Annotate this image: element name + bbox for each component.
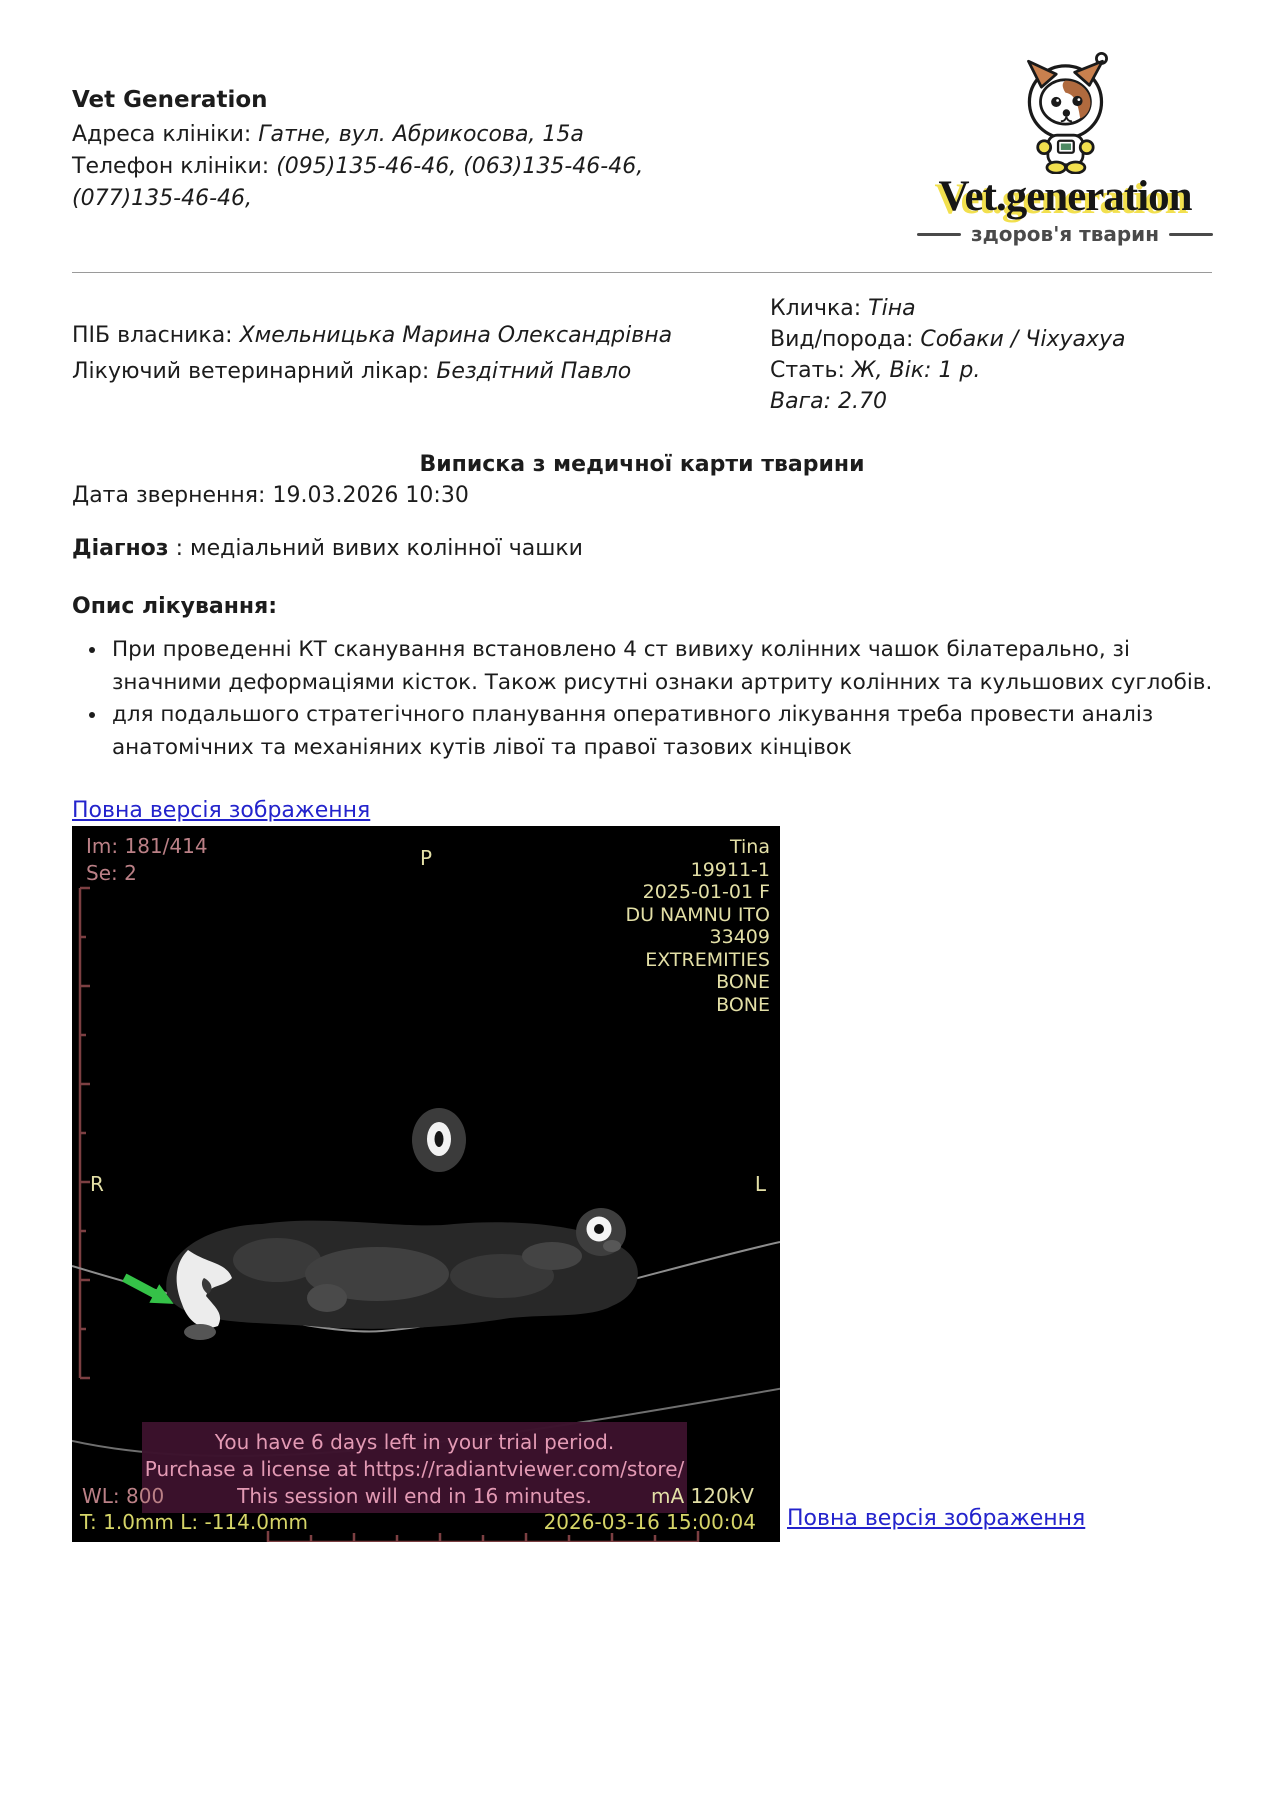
nickname-value: Тіна [868,296,916,321]
logo-tagline [912,222,1218,246]
study-description: EXTREMITIES [645,948,770,971]
treatment-bullet-2: • для подальшого стратегічного планування оперативного лікування треба провести аналіз анатомічних та механіяних кутів лівої та правої тазових кінцівок [108,699,1234,764]
page-title: Виписка з медичної карти тварини [419,452,865,477]
phone-label: Телефон клініки: [72,154,270,179]
nickname-label: Кличка: [770,296,862,321]
tagline-dash-left [917,233,961,236]
visit-date-label: Дата звернення: [72,483,266,508]
limb-cross-section [576,1208,626,1256]
doctor-value: Бездітний Павло [436,359,632,384]
pet-sex-age-line [770,355,1125,386]
trial-line-3: This session will end in 16 minutes. [237,1484,592,1508]
address-value: Гатне, вул. Абрикосова, 15а [258,122,584,147]
header-divider [72,272,1212,273]
trial-line-2: Purchase a license at https://radiantviewer.com/store/ [144,1457,685,1481]
body-cross-section [166,1221,638,1340]
clinic-logo [912,52,1218,246]
orientation-posterior-label: P [420,846,433,870]
pet-nickname-line [770,293,1125,324]
owner-label: ПІБ власника: [72,323,233,348]
address-label: Адреса клініки: [72,122,252,147]
exposure-overlay: mA 120kV [651,1484,754,1508]
clinic-header [72,84,643,215]
sex-age-value: Ж, Вік: 1 р. [851,358,981,383]
phone-value-1: (095)135-46-46, (063)135-46-46, [276,154,644,179]
clinic-phone-line [72,151,643,183]
treatment-bullet-list [78,634,1234,764]
owner-line [72,318,672,354]
orientation-right-label: R [90,1172,104,1196]
clinic-address-line [72,119,643,151]
slice-info-overlay: T: 1.0mm L: -114.0mm [80,1510,308,1534]
doctor-line [72,354,672,390]
left-ruler [80,888,90,1378]
series-overlay: Se: 2 [86,861,137,885]
trial-notice-box [142,1422,687,1513]
chihuahua-astronaut-icon [1010,52,1121,174]
treatment-heading: Опис лікування: [72,594,278,619]
doctor-label: Лікуючий ветеринарний лікар: [72,359,430,384]
owner-block [72,318,672,390]
patient-name: Tina [730,836,770,858]
phone-value-2: (077)135-46-46, [72,186,253,211]
visit-date-line [72,483,469,508]
accession-number: 33409 [709,926,770,948]
species-label: Вид/порода: [770,327,914,352]
logo-wordmark: Vet.generation [938,173,1192,220]
species-value: Собаки / Чіхуахуа [920,327,1126,352]
patient-info-overlay [625,836,770,1016]
diagnosis-label: Діагноз [72,536,169,561]
clinic-name: Vet Generation [72,87,268,113]
orientation-left-label: L [754,1172,766,1196]
trial-line-1: You have 6 days left in your trial period. [214,1430,615,1454]
treatment-bullet-1: • При проведенні КТ сканування встановлено 4 ст вивиху колінних чашок білатерально, зі значними деформаціями кісток. Також рисутні ознаки артриту колінних та кульшових суглобів. [108,634,1234,699]
pet-block [770,293,1125,417]
tagline-text: здоров'я тварин [970,222,1160,246]
femur-cross-section [412,1108,466,1172]
tagline-dash-right [1169,233,1213,236]
series-description-2: BONE [716,993,770,1016]
pet-weight-line: Вага: 2.70 [770,389,888,414]
pet-species-line [770,324,1125,355]
window-level-overlay: WL: 800 [82,1484,165,1508]
patient-birthdate-sex: 2025-01-01 F [642,881,770,903]
visit-date-value: 19.03.2026 10:30 [272,483,469,508]
patient-id: 19911-1 [690,858,770,881]
sex-label: Стать: [770,358,845,383]
diagnosis-line [72,536,583,561]
institution-line: DU NAMNU ITO [625,903,770,926]
image-index-overlay: Im: 181/414 [86,834,208,858]
series-description-1: BONE [716,971,770,993]
owner-value: Хмельницька Марина Олександрівна [239,323,673,348]
acquisition-datetime-overlay: 2026-03-16 15:00:04 [543,1510,756,1534]
diagnosis-value: : медіальний вивих колінної чашки [175,536,583,561]
full-image-link-bottom[interactable]: Повна версія зображення [787,1506,1086,1531]
full-image-link-top[interactable]: Повна версія зображення [72,798,371,823]
ct-scan-image[interactable] [72,826,780,1542]
